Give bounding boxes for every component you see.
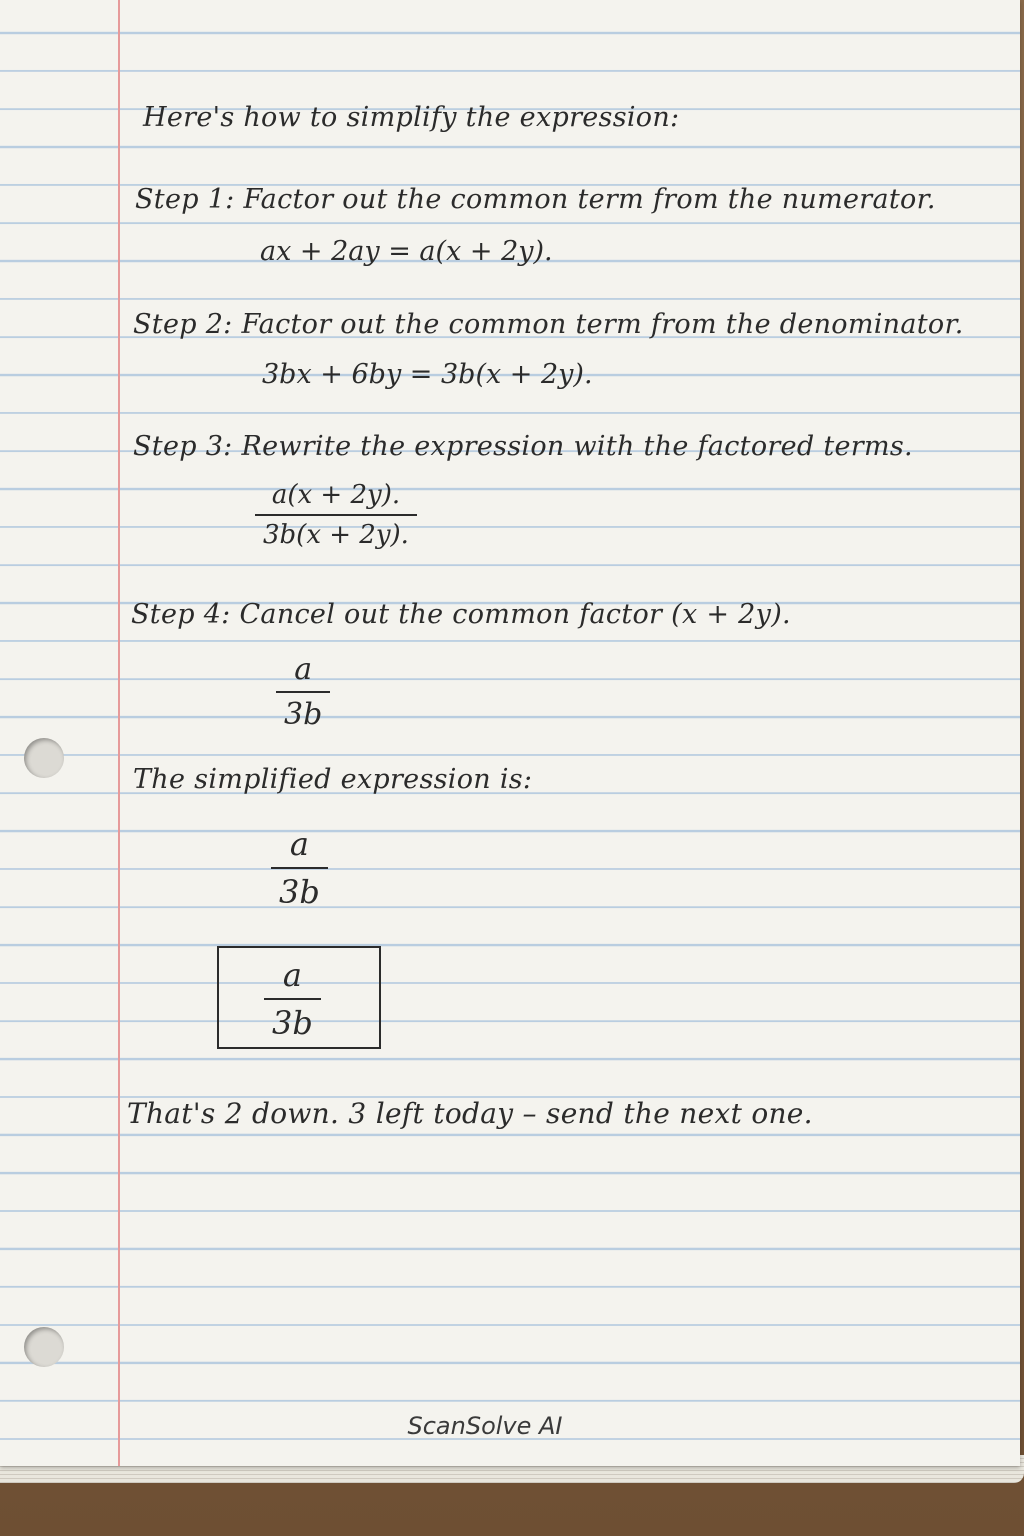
step-2-line [133, 309, 964, 340]
step-4-numerator: a [294, 652, 313, 687]
step-4-fraction [276, 652, 330, 732]
step-1-text: Factor out the common term from the numerator. [243, 184, 936, 215]
step-3-numerator: a(x + 2y). [271, 480, 401, 510]
fraction-bar [276, 691, 330, 693]
step-3-label: Step 3: [133, 431, 233, 462]
simplified-fraction [271, 825, 328, 911]
footer-brand: ScanSolve AI [407, 1412, 563, 1440]
punch-hole-lower [24, 1327, 64, 1367]
simplified-numerator: a [289, 825, 309, 863]
step-2-equation: 3bx + 6by = 3b(x + 2y). [262, 359, 593, 390]
punch-hole-upper [24, 738, 64, 778]
boxed-numerator: a [282, 956, 302, 994]
step-4-line [131, 599, 791, 630]
step-1-line [135, 184, 936, 215]
simplified-denominator: 3b [279, 873, 320, 911]
step-4-label: Step 4: [131, 599, 231, 630]
step-2-label: Step 2: [133, 309, 233, 340]
step-4-denominator: 3b [284, 697, 323, 732]
intro-text: Here's how to simplify the expression: [143, 102, 680, 133]
boxed-denominator: 3b [272, 1004, 313, 1042]
step-3-denominator: 3b(x + 2y). [263, 520, 409, 550]
simplified-label: The simplified expression is: [133, 764, 533, 795]
fraction-bar [255, 514, 417, 516]
step-3-line [133, 431, 913, 462]
step-3-fraction [255, 480, 417, 550]
closing-text: That's 2 down. 3 left today – send the next one. [127, 1097, 813, 1130]
boxed-fraction [264, 956, 321, 1042]
step-4-text: Cancel out the common factor (x + 2y). [239, 599, 791, 630]
step-1-equation: ax + 2ay = a(x + 2y). [260, 236, 553, 267]
fraction-bar [264, 998, 321, 1000]
margin-line [118, 0, 120, 1466]
step-3-text: Rewrite the expression with the factored terms. [241, 431, 913, 462]
step-1-label: Step 1: [135, 184, 235, 215]
step-2-text: Factor out the common term from the denominator. [241, 309, 964, 340]
fraction-bar [271, 867, 328, 869]
